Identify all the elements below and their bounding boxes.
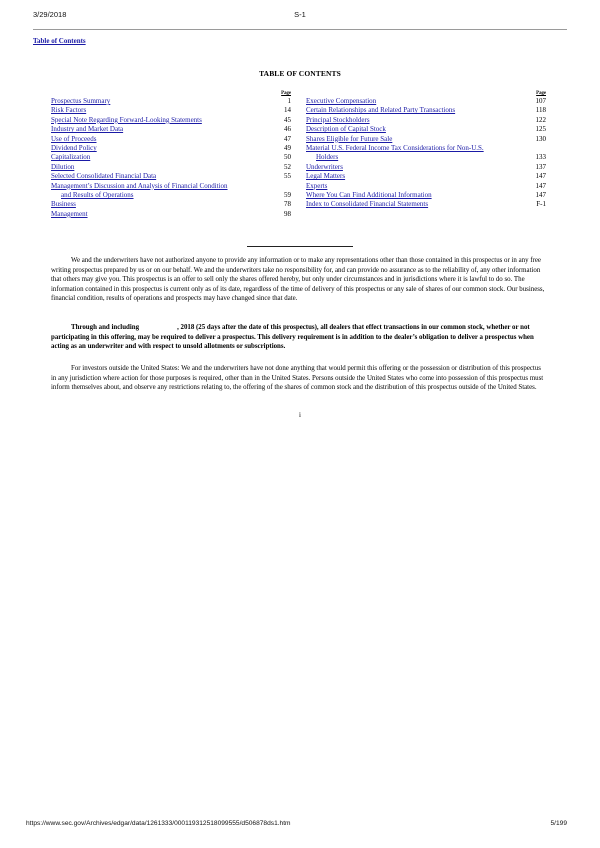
toc-row [51, 200, 291, 209]
toc-page: 98 [284, 209, 291, 218]
paragraph-text: , 2018 (25 days after the date of this prospectus), all dealers that effect transactions in our common stock, whether or not participating in this offering, may be required to deliver a prospectus. This delivery requirement is in addition to the dealer’s obligation to deliver a prospectus when acting as an underwriter and with respect to unsold allotments or subscriptions. [51, 324, 534, 351]
toc-page: 59 [284, 191, 291, 200]
print-header [33, 10, 567, 22]
toc-row [306, 116, 546, 125]
paragraph-authorization-notice [51, 256, 548, 304]
toc-entry-dilution[interactable]: Dilution [51, 162, 75, 171]
toc-page: 1 [287, 97, 291, 105]
toc-row [306, 191, 546, 200]
toc-page: 78 [284, 200, 291, 209]
toc-page: 147 [535, 191, 546, 200]
toc-page: 107 [535, 97, 546, 105]
toc-entry-tax-considerations[interactable] [306, 144, 484, 163]
table-of-contents-link[interactable]: Table of Contents [33, 37, 86, 45]
toc-row [306, 182, 546, 191]
toc-page: 125 [535, 125, 546, 134]
paragraph-foreign-investors [51, 364, 548, 393]
section-separator [247, 246, 353, 247]
toc-row [306, 135, 546, 144]
toc-entry-shares-eligible[interactable]: Shares Eligible for Future Sale [306, 134, 393, 143]
toc-page: 47 [284, 134, 291, 143]
print-page-count: 5/199 [550, 820, 567, 827]
toc-page: 49 [284, 144, 291, 153]
toc-entry-additional-information[interactable]: Where You Can Find Additional Information [306, 191, 432, 200]
toc-entry-legal-matters[interactable]: Legal Matters [306, 172, 346, 181]
toc-entry-dividend-policy[interactable]: Dividend Policy [51, 144, 97, 153]
toc-row [51, 182, 291, 201]
toc-entry-capital-stock[interactable]: Description of Capital Stock [306, 125, 386, 134]
toc-row [306, 200, 546, 209]
toc-row [306, 172, 546, 181]
toc-entry-prospectus-summary[interactable]: Prospectus Summary [51, 97, 111, 105]
toc-entry-mdna-line1: Management’s Discussion and Analysis of Financial Condition [51, 181, 228, 190]
toc-entry-experts[interactable]: Experts [306, 181, 328, 190]
toc-entry-mdna-line2: and Results of Operations [61, 191, 134, 200]
toc-entry-related-party-transactions[interactable]: Certain Relationships and Related Party Transactions [306, 106, 456, 115]
toc-page: 137 [535, 162, 546, 171]
toc-entry-management[interactable]: Management [51, 209, 88, 218]
toc-row [51, 210, 291, 219]
toc-row [51, 135, 291, 144]
toc-page: 14 [284, 106, 291, 115]
toc-entry-industry-market-data[interactable]: Industry and Market Data [51, 125, 124, 134]
toc-heading: TABLE OF CONTENTS [259, 69, 341, 78]
toc-row [51, 116, 291, 125]
toc-row [306, 125, 546, 134]
toc-row [51, 163, 291, 172]
toc-column-left [51, 91, 291, 219]
print-doc-title: S-1 [294, 10, 306, 19]
paragraph-text: For investors outside the United States: We and the underwriters have not done anything that would permit this offering or the possession or distribution of this prospectus in any jurisdiction where action for those purposes is required, other than in the United States. Persons outside the United States who come into possession of this prospectus must inform themselves about, and observe any restrictions relating to, the offering of the shares of common stock and the distribution of this prospectus outside of the United States. [51, 365, 544, 392]
toc-page: F-1 [536, 200, 546, 209]
print-date: 3/29/2018 [33, 10, 67, 19]
toc-row [51, 172, 291, 181]
toc-row [51, 153, 291, 162]
toc-entry-mdna[interactable] [51, 182, 228, 201]
toc-entry-tax-line1: Material U.S. Federal Income Tax Considerations for Non-U.S. [306, 144, 484, 153]
toc-page: 52 [284, 162, 291, 171]
toc-page: 46 [284, 125, 291, 134]
toc-entry-executive-compensation[interactable]: Executive Compensation [306, 97, 377, 105]
toc-row [51, 125, 291, 134]
toc-entry-use-of-proceeds[interactable]: Use of Proceeds [51, 134, 97, 143]
toc-page: 50 [284, 153, 291, 162]
toc-entry-selected-financial-data[interactable]: Selected Consolidated Financial Data [51, 172, 157, 181]
toc-entry-risk-factors[interactable]: Risk Factors [51, 106, 87, 115]
toc-page: 147 [535, 172, 546, 181]
toc-entry-business[interactable]: Business [51, 200, 76, 209]
toc-row [306, 106, 546, 115]
toc-page: 130 [535, 134, 546, 143]
paragraph-text: We and the underwriters have not authorized anyone to provide any information or to make any representations other than those contained in this prospectus or in any free writing prospectus prepared by us or on our behalf. We and the underwriters take no responsibility for, and can provide no assurance as to the reliability of, any other information that others may give you. This prospectus is an offer to sell only the shares offered hereby, but only under circumstances and in jurisdictions where it is lawful to do so. The information contained in this prospectus is current only as of its date, regardless of the time of delivery of this prospectus or any sale of shares of our common stock. Our business, financial condition, results of operations and prospects may have changed since that date. [51, 257, 545, 303]
toc-row [306, 144, 546, 163]
toc-entry-capitalization[interactable]: Capitalization [51, 153, 91, 162]
toc-entry-principal-stockholders[interactable]: Principal Stockholders [306, 115, 370, 124]
toc-column-right [306, 91, 546, 210]
page-column-label: Page [536, 91, 546, 96]
page-number: i [299, 411, 301, 419]
toc-page: 147 [535, 181, 546, 190]
toc-row [306, 97, 546, 106]
toc-row [51, 97, 291, 106]
paragraph-lead-text: Through and including [71, 324, 140, 331]
paragraph-dealer-delivery-requirement [51, 323, 548, 352]
toc-entry-financial-statements-index[interactable]: Index to Consolidated Financial Statements [306, 200, 429, 209]
toc-page: 118 [535, 106, 546, 115]
page-column-label: Page [281, 91, 291, 96]
toc-entry-underwriters[interactable]: Underwriters [306, 162, 343, 171]
toc-page: 122 [535, 115, 546, 124]
print-url: https://www.sec.gov/Archives/edgar/data/1261333/000119312518099555/d506878ds1.htm [26, 820, 291, 827]
toc-page: 55 [284, 172, 291, 181]
toc-row [306, 163, 546, 172]
toc-page: 45 [284, 115, 291, 124]
toc-page: 133 [535, 153, 546, 162]
header-rule [33, 29, 567, 30]
toc-entry-forward-looking-statements[interactable]: Special Note Regarding Forward-Looking Statements [51, 115, 202, 124]
toc-row [51, 144, 291, 153]
toc-entry-tax-line2: Holders [316, 153, 339, 162]
toc-row [51, 106, 291, 115]
